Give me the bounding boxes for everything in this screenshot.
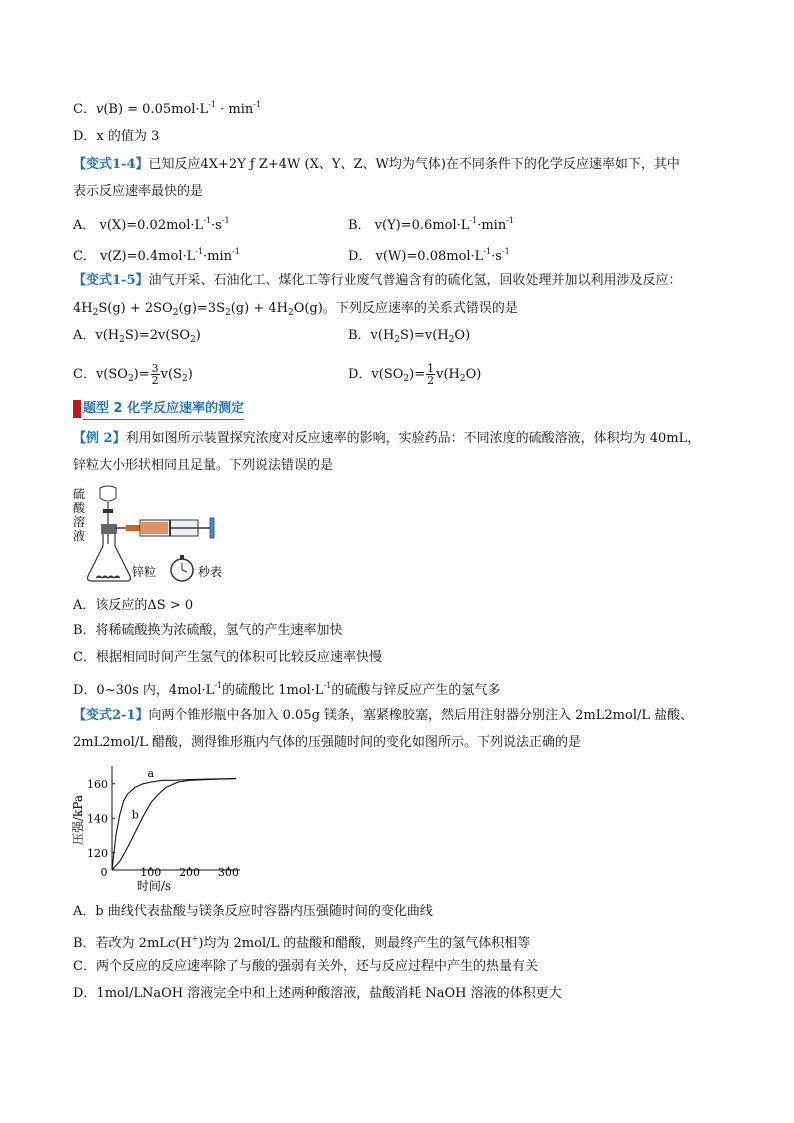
connector-tube — [126, 525, 140, 531]
option-d: D．0~30s 内，$4mol\cdot L^{-1}$的硫酸比 $1mol\cdot L^{-1}$的硫酸与锌反应产生的氢气多 — [73, 681, 501, 698]
x-axis-label: 时间/s — [136, 879, 172, 893]
option-d-previous: D．x 的值为 3 — [73, 129, 160, 144]
label-acid-2: 酸 — [73, 501, 86, 515]
option-a: A．$v(H_2S)=2v(SO_2)$ — [73, 328, 201, 345]
fraction: $\frac{3}{2}$ — [151, 362, 159, 387]
series-a-line — [112, 779, 236, 870]
option-d: D．1mol/LNaOH 溶液完全中和上述两种酸溶液，盐酸消耗 NaOH 溶液的体积更大 — [73, 986, 562, 1001]
question-tag: 【例 2】 — [73, 431, 126, 446]
option-a: A．b 曲线代表盐酸与镁条反应时容器内压强随时间的变化曲线 — [73, 904, 433, 919]
reaction-equation: $4H_2S(g) + 2SO_2(g)=3S_2(g) + 4H_2O(g)$。下列反应速率的关系式错误的是 — [73, 301, 518, 318]
section-header — [73, 399, 288, 419]
series-b-label: b — [131, 808, 139, 822]
option-d: D． $v(W)=0.08mol\cdot L^{-1}\cdot s^{-1}$ — [348, 247, 510, 264]
section-marker — [73, 400, 81, 418]
option-c-previous: C．$v(B) = 0.05mol\cdot L^{-1} \cdot \min^{-1}$ — [73, 100, 262, 117]
funnel-bulb — [100, 486, 116, 501]
pressure-time-chart — [70, 760, 250, 895]
question-2-1-stem-line2: 2mL2mol/L 醋酸，测得锥形瓶内气体的压强随时间的变化如图所示。下列说法正确的是 — [73, 735, 581, 750]
syringe-gas — [140, 522, 168, 534]
stopwatch-button — [180, 555, 184, 559]
x-tick-label: 0 — [100, 866, 108, 879]
option-c: C．根据相同时间产生氢气的体积可比较反应速率快慢 — [73, 650, 382, 665]
y-axis-label: 压强/kPa — [71, 794, 85, 846]
apparatus-figure — [70, 484, 240, 590]
question-2-1-stem: 【变式2-1】向两个锥形瓶中各加入 0.05g 镁条，塞紧橡胶塞，然后用注射器分别注入 2mL2mol/L 盐酸、 — [73, 708, 694, 723]
label-acid-3: 溶 — [73, 515, 86, 529]
fraction: $\frac{1}{2}$ — [427, 362, 435, 387]
funnel-stopcock — [103, 509, 113, 513]
example-2-stem: 【例 2】利用如图所示装置探究浓度对反应速率的影响，实验药品：不同浓度的硫酸溶液，体积均为 40mL， — [73, 431, 701, 446]
conical-flask — [88, 534, 131, 581]
label-acid-1: 硫 — [73, 487, 86, 501]
section-title: 题型 2 化学反应速率的测定 — [83, 399, 244, 420]
x-tick-label: 200 — [179, 866, 201, 879]
question-1-4-stem: 【变式1-4】已知反应4X+2Y ƒ Z+4W (X、Y、Z、W均为气体)在不同条件下的化学反应速率如下，其中 — [73, 157, 680, 172]
option-c: C．$v(SO_2)=$ $\frac{3}{2}$ $v(S_2)$ — [73, 362, 193, 387]
chart-curves — [112, 767, 236, 870]
option-b: B．将稀硫酸换为浓硫酸，氢气的产生速率加快 — [73, 623, 343, 638]
question-tag: 【变式1-5】 — [73, 273, 149, 288]
rubber-stopper — [101, 524, 117, 534]
option-a: A． $v(X)=0.02mol\cdot L^{-1}\cdot s^{-1}$ — [73, 216, 230, 233]
question-1-5-stem: 【变式1-5】油气开采、石油化工、煤化工等行业废气普遍含有的硫化氢，回收处理并加以利用涉及反应： — [73, 273, 682, 288]
x-tick-label: 300 — [217, 866, 239, 879]
option-b: B． $v(Y)=0.6mol\cdot L^{-1}\cdot\min^{-1}$ — [348, 216, 514, 233]
y-tick-label: 140 — [87, 812, 108, 826]
chart-ticks — [71, 778, 239, 893]
label-stopwatch: 秒表 — [198, 565, 223, 579]
question-1-4-stem-line2: 表示反应速率最快的是 — [73, 184, 204, 199]
series-a-label: a — [147, 766, 155, 780]
y-tick-label: 120 — [87, 846, 108, 860]
option-a: A．该反应的ΔS > 0 — [73, 598, 194, 613]
option-c: C． $v(Z)=0.4mol\cdot L^{-1}\cdot\min^{-1}$ — [73, 247, 240, 264]
option-b: B．$v(H_2S)=v(H_2O)$ — [348, 328, 471, 345]
series-b-line — [112, 779, 236, 870]
option-b: B．若改为 2mLc(H+)均为 2mol/L 的盐酸和醋酸，则最终产生的氢气体积相等 — [73, 934, 531, 951]
y-tick-label: 160 — [87, 777, 108, 791]
option-d: D．$v(SO_2)=$ $\frac{1}{2}$ $v(H_2O)$ — [348, 362, 482, 387]
label-zinc: 锌粒 — [132, 565, 157, 579]
label-acid-4: 液 — [73, 529, 86, 543]
syringe-handle — [210, 518, 214, 538]
question-tag: 【变式1-4】 — [73, 157, 149, 172]
question-tag: 【变式2-1】 — [73, 708, 149, 723]
example-2-stem-line2: 锌粒大小形状相同且足量。下列说法错误的是 — [73, 458, 334, 473]
x-tick-label: 100 — [140, 866, 162, 879]
zinc-granules — [96, 576, 120, 578]
option-c: C．两个反应的反应速率除了与酸的强弱有关外，还与反应过程中产生的热量有关 — [73, 959, 538, 974]
